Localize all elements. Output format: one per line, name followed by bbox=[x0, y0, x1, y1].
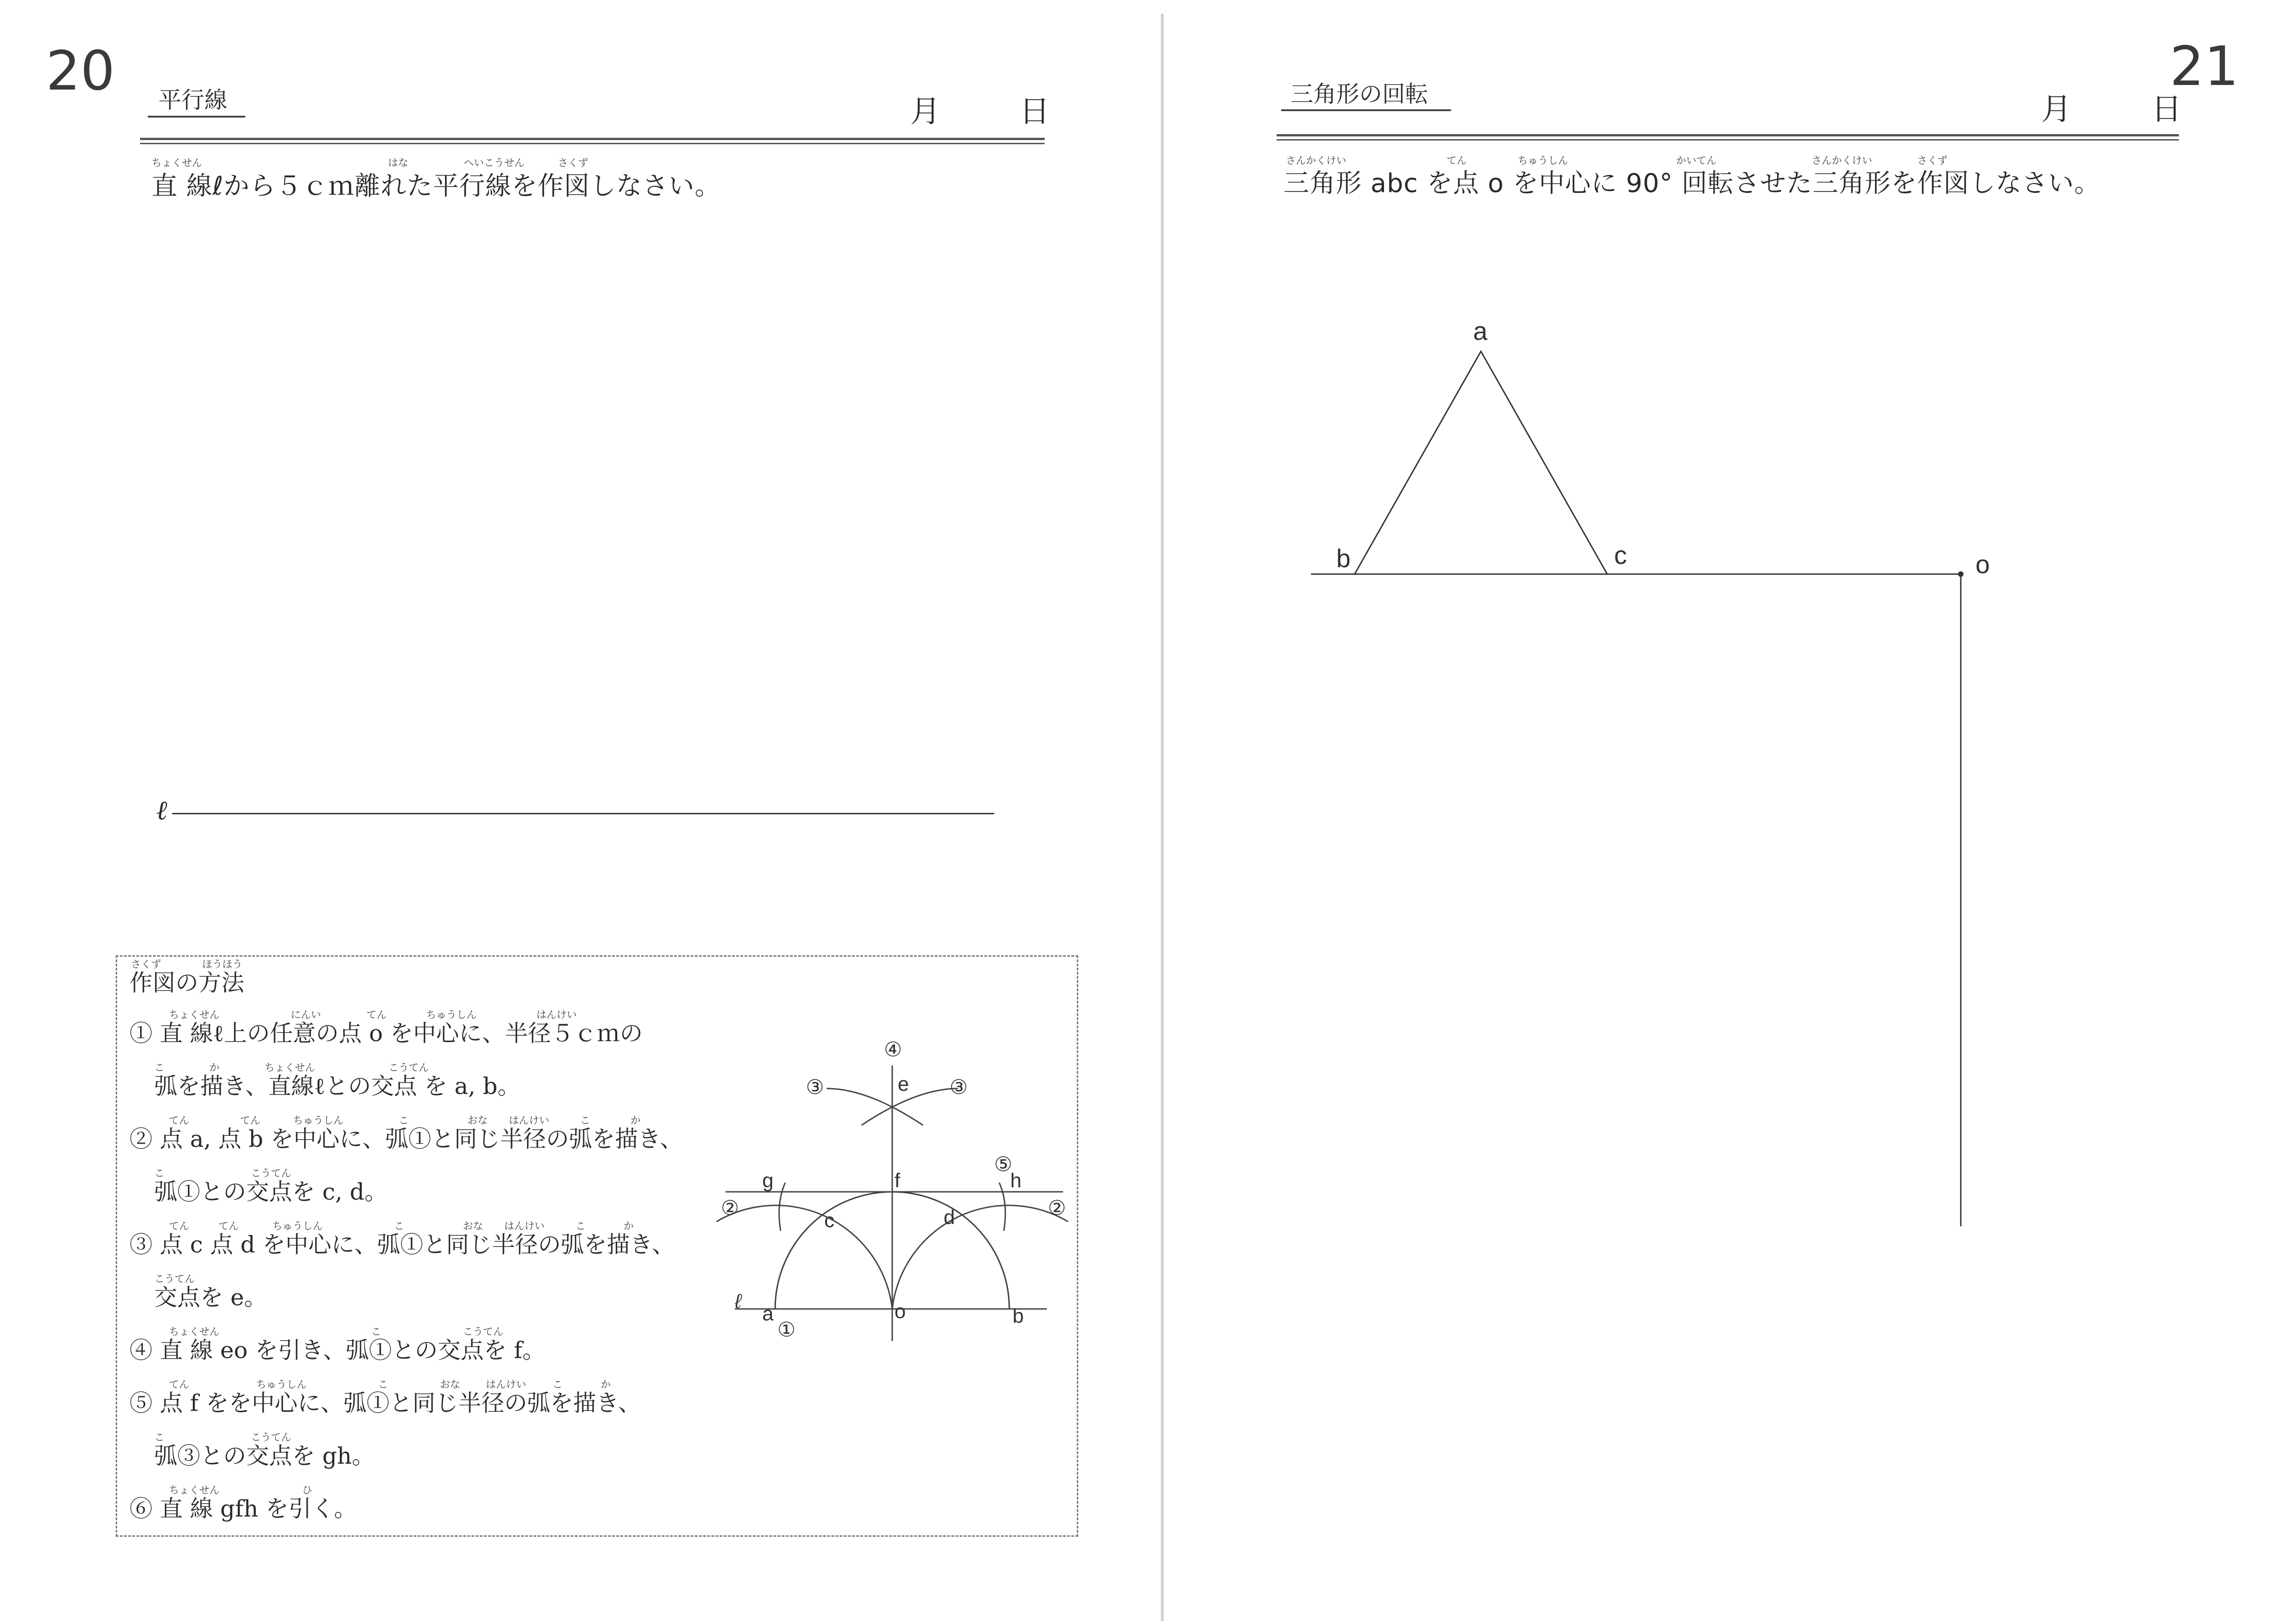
step-1-ruby-2: にんい bbox=[291, 1009, 321, 1021]
triangle-abc bbox=[1355, 351, 1607, 574]
diagram-arc-2-right bbox=[892, 1206, 1068, 1309]
step-1b-ruby-4: こうてん bbox=[388, 1062, 429, 1074]
diagram-label-c: c bbox=[824, 1209, 834, 1232]
step-2-line-2: 弧①との交点を c, d。 bbox=[154, 1179, 388, 1205]
step-5-line-2: 弧③との交点を gh。 bbox=[154, 1443, 375, 1469]
step-3-ruby-6: はんけい bbox=[504, 1221, 545, 1232]
page-number-left: 20 bbox=[46, 39, 115, 102]
diagram-label-circle5: ⑤ bbox=[994, 1153, 1013, 1176]
ruby-ten: てん bbox=[1446, 155, 1467, 167]
ruby-hana: はな bbox=[388, 158, 409, 169]
diagram-label-circle3-left: ③ bbox=[806, 1076, 824, 1099]
instruction-right: 三角形 abc を点 o を中心に 90° 回転させた三角形を作図しなさい。 bbox=[1283, 169, 2100, 198]
step-5-ruby-5: はんけい bbox=[486, 1379, 527, 1391]
step-1-ruby-4: ちゅうしん bbox=[426, 1009, 477, 1021]
step-1-line-1: ① 直 線ℓ上の任意の点 o を中心に、半径５ｃｍの bbox=[129, 1020, 643, 1047]
step-3-ruby-7: こ bbox=[575, 1221, 586, 1232]
diagram-label-circle4: ④ bbox=[884, 1038, 902, 1061]
diagram-label-e: e bbox=[898, 1073, 909, 1095]
ruby-chuushin: ちゅうしん bbox=[1518, 155, 1569, 167]
date-day-right: 日 bbox=[2151, 91, 2182, 127]
date-month-left: 月 bbox=[910, 94, 940, 129]
step-1b-ruby-2: か bbox=[209, 1062, 220, 1074]
page-gutter bbox=[1161, 14, 1164, 1621]
step-2-ruby-1: てん bbox=[169, 1115, 190, 1127]
step-6-ruby-2: ひ bbox=[302, 1485, 313, 1496]
step-6: ⑥ 直 線 gfh を引く。 bbox=[129, 1495, 357, 1522]
step-1-ruby-1: ちょくせん bbox=[169, 1009, 220, 1021]
step-2-ruby-6: はんけい bbox=[509, 1115, 550, 1127]
diagram-label-circle1: ① bbox=[777, 1319, 796, 1341]
diagram-label-circle3-right: ③ bbox=[950, 1076, 968, 1099]
step-5-ruby-2: ちゅうしん bbox=[256, 1379, 307, 1391]
step-3-line-2: 交点を e。 bbox=[154, 1284, 267, 1311]
step-3-ruby-5: おな bbox=[463, 1221, 484, 1232]
step-5-line-1: ⑤ 点 f をを中心に、弧①と同じ半径の弧を描き、 bbox=[129, 1390, 642, 1416]
diagram-label-h: h bbox=[1010, 1169, 1022, 1192]
step-2-ruby-3: ちゅうしん bbox=[293, 1115, 344, 1127]
ruby-sakuzu-right: さくず bbox=[1917, 155, 1948, 167]
diagram-arc-5-left bbox=[779, 1183, 785, 1231]
section-title-right: 三角形の回転 bbox=[1290, 81, 1428, 107]
step-2-ruby-2: てん bbox=[240, 1115, 261, 1127]
method-title-ruby-2: ほうほう bbox=[202, 959, 243, 970]
diagram-label-d: d bbox=[944, 1206, 955, 1229]
ruby-sakuzu: さくず bbox=[558, 158, 589, 169]
diagram-label-g: g bbox=[762, 1169, 774, 1192]
step-2b-ruby-2: こうてん bbox=[251, 1168, 292, 1179]
step-5-ruby-7: か bbox=[601, 1379, 611, 1391]
method-title: 作図の方法 bbox=[129, 970, 244, 996]
point-label-o: o bbox=[1975, 550, 1990, 579]
diagram-label-l: ℓ bbox=[735, 1290, 742, 1313]
instruction-left: 直 線ℓから５ｃｍ離れた平行線を作図しなさい。 bbox=[152, 171, 721, 201]
line-l-label: ℓ bbox=[156, 795, 168, 826]
step-1-ruby-5: はんけい bbox=[536, 1009, 577, 1021]
step-3-ruby-1: てん bbox=[169, 1221, 190, 1232]
date-month-right: 月 bbox=[2041, 91, 2071, 127]
date-day-left: 日 bbox=[1019, 94, 1050, 129]
diagram-arc-5-right bbox=[999, 1183, 1005, 1231]
section-title-underline-right bbox=[1281, 109, 1451, 111]
construction-diagram bbox=[716, 1038, 1075, 1350]
step-2-line-1: ② 点 a, 点 b を中心に、弧①と同じ半径の弧を描き、 bbox=[129, 1126, 683, 1152]
diagram-label-o: o bbox=[895, 1300, 906, 1323]
diagram-label-a: a bbox=[762, 1303, 774, 1325]
step-3-ruby-8: か bbox=[624, 1221, 634, 1232]
diagram-label-circle2-right: ② bbox=[1048, 1197, 1066, 1219]
page-number-right: 21 bbox=[2170, 34, 2239, 98]
step-4: ④ 直 線 eo を引き、弧①との交点を f。 bbox=[129, 1337, 546, 1364]
step-3-ruby-4: こ bbox=[394, 1221, 405, 1232]
method-title-ruby-1: さくず bbox=[131, 959, 162, 970]
diagram-label-f: f bbox=[895, 1169, 900, 1192]
line-l bbox=[172, 813, 994, 814]
step-3-ruby-2: てん bbox=[219, 1221, 239, 1232]
step-5-ruby-3: こ bbox=[378, 1379, 388, 1391]
step-5-ruby-1: てん bbox=[169, 1379, 190, 1391]
step-5-ruby-6: こ bbox=[552, 1379, 563, 1391]
diagram-label-b: b bbox=[1013, 1305, 1024, 1327]
step-5b-ruby-1: こ bbox=[154, 1432, 165, 1444]
vertex-label-a: a bbox=[1473, 316, 1488, 345]
step-1-ruby-3: てん bbox=[366, 1009, 387, 1021]
step-4-ruby-1: ちょくせん bbox=[169, 1326, 220, 1338]
step-4-ruby-2: こ bbox=[371, 1326, 382, 1338]
step-6-ruby: こうてん bbox=[154, 1274, 195, 1285]
section-title-left: 平行線 bbox=[158, 87, 227, 113]
step-6-ruby-1: ちょくせん bbox=[169, 1485, 220, 1496]
point-o bbox=[1958, 571, 1964, 577]
header-rule-right bbox=[1277, 134, 2179, 141]
triangle-figure bbox=[1286, 312, 2020, 1231]
ruby-sankakukei-1: さんかくけい bbox=[1286, 155, 1347, 167]
step-2b-ruby-1: こ bbox=[154, 1168, 165, 1179]
diagram-label-circle2-left: ② bbox=[721, 1197, 739, 1219]
step-2-ruby-7: こ bbox=[580, 1115, 591, 1127]
step-5b-ruby-2: こうてん bbox=[251, 1432, 292, 1444]
step-5-ruby-4: おな bbox=[440, 1379, 461, 1391]
section-title-underline-left bbox=[148, 116, 245, 118]
ruby-sankakukei-2: さんかくけい bbox=[1812, 155, 1873, 167]
step-2-ruby-4: こ bbox=[399, 1115, 409, 1127]
ruby-kaiten: かいてん bbox=[1676, 155, 1717, 167]
ruby-heikousen: へいこうせん bbox=[464, 158, 525, 169]
vertex-label-c: c bbox=[1614, 541, 1627, 570]
step-3-line-1: ③ 点 c 点 d を中心に、弧①と同じ半径の弧を描き、 bbox=[129, 1231, 675, 1258]
header-rule-left bbox=[140, 138, 1045, 144]
vertex-label-b: b bbox=[1336, 544, 1351, 573]
step-1-line-2: 弧を描き、直線ℓとの交点 を a, b。 bbox=[154, 1073, 521, 1100]
step-1b-ruby-1: こ bbox=[154, 1062, 165, 1074]
step-2-ruby-8: か bbox=[630, 1115, 641, 1127]
step-4-ruby-3: こうてん bbox=[463, 1326, 504, 1338]
diagram-arc-3-right bbox=[861, 1088, 958, 1125]
step-1b-ruby-3: ちょくせん bbox=[264, 1062, 315, 1074]
diagram-arc-2-left bbox=[716, 1206, 892, 1309]
ruby-chokusen: ちょくせん bbox=[152, 158, 203, 169]
step-3-ruby-3: ちゅうしん bbox=[272, 1221, 323, 1232]
step-2-ruby-5: おな bbox=[467, 1115, 488, 1127]
